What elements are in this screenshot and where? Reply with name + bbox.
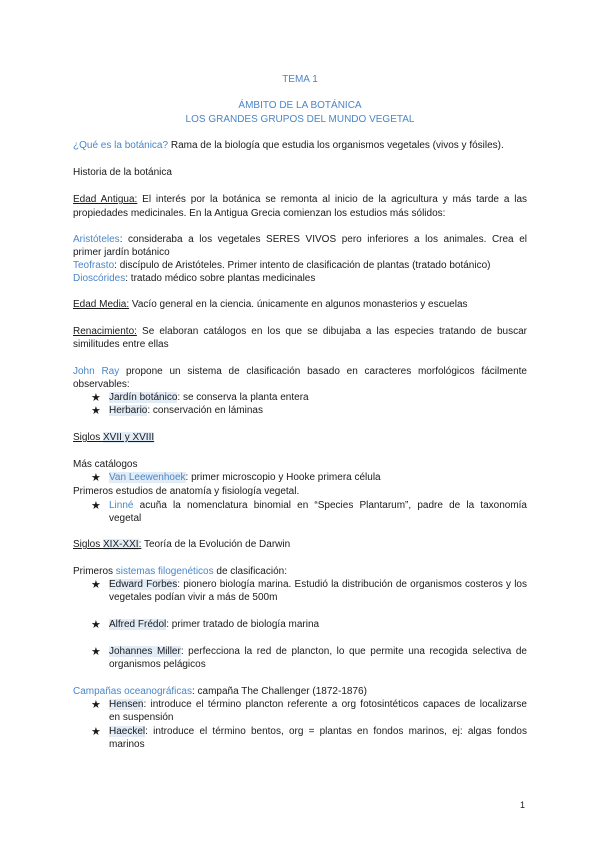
tema-label: TEMA 1 — [282, 74, 318, 85]
antigua-label: Edad Antigua: — [73, 194, 138, 205]
primeros-post: de clasificación: — [213, 566, 287, 577]
star-bullet-icon: ★ — [91, 699, 101, 711]
primeros-estudios: Primeros estudios de anatomía y fisiología vegetal. — [73, 486, 300, 497]
star-bullet-icon: ★ — [91, 726, 101, 738]
siglos-xvii-label-hl: XVII y XVIII — [103, 432, 155, 443]
bullet-term: Jardín botánico — [109, 392, 178, 403]
title-line-2: LOS GRANDES GRUPOS DEL MUNDO VEGETAL — [185, 114, 415, 125]
star-bullet-icon: ★ — [91, 405, 101, 417]
campanas-text: : campaña The Challenger (1872-1876) — [191, 686, 367, 697]
list-item — [109, 391, 527, 405]
haeckel-line-2: marinos — [109, 739, 145, 750]
miller-name: Johannes Miller — [109, 646, 181, 657]
sistemas-filogeneticos: sistemas filogenéticos — [115, 566, 214, 577]
siglos-xvii-heading — [73, 431, 527, 445]
renacimiento-line-2: similitudes entre ellas — [73, 339, 169, 350]
star-bullet-icon: ★ — [91, 619, 101, 631]
list-item — [109, 404, 527, 418]
renacimiento-text-1: Se elaboran catálogos en los que se dibujaba a las especies tratando de buscar — [136, 326, 527, 337]
bullet-text: : se conserva la planta entera — [177, 392, 309, 403]
siglos-xix-colon: : — [138, 539, 142, 550]
dioscorides-name: Dioscórides — [73, 273, 126, 284]
historia-heading: Historia de la botánica — [73, 167, 172, 178]
hensen-name: Hensen — [109, 699, 144, 710]
haeckel-name: Haeckel — [109, 726, 146, 737]
dioscorides-line — [73, 272, 527, 286]
aristoteles-text-1: : consideraba a los vegetales SERES VIVOS pero inferiores a los animales. Crea el — [119, 234, 527, 245]
aristoteles-line-1 — [73, 233, 527, 247]
antigua-line-1 — [73, 193, 527, 207]
title-line-1: ÁMBITO DE LA BOTÁNICA — [238, 100, 362, 111]
forbes-name: Edward Forbes — [109, 579, 178, 590]
star-bullet-icon: ★ — [91, 500, 101, 512]
renacimiento-label: Renacimiento: — [73, 326, 137, 337]
siglos-xix-text: Teoría de la Evolución de Darwin — [141, 539, 291, 550]
siglos-xvii-label: Siglos — [73, 432, 104, 443]
renacimiento-line-1 — [73, 325, 527, 339]
linne-line-2: vegetal — [109, 513, 142, 524]
page-number: 1 — [520, 800, 526, 810]
linne-text-1: acuña la nomenclatura binomial en “Species Plantarum”, padre de la taxonomía — [133, 500, 527, 511]
media-label: Edad Media: — [73, 299, 130, 310]
aristoteles-line-2: primer jardín botánico — [73, 247, 170, 258]
leeuwenhoek-text: : primer microscopio y Hooke primera célula — [185, 472, 381, 483]
bullet-term: Herbario — [109, 405, 148, 416]
forbes-text-1: : pionero biología marina. Estudió la distribución de organismos costeros y los — [177, 579, 527, 590]
campanas-line — [73, 685, 527, 699]
miller-text-1: : perfecciona la red de plancton, lo que permite una recogida selectiva de — [180, 646, 527, 657]
john-ray-name: John Ray — [73, 366, 120, 377]
antigua-text-1: El interés por la botánica se remonta al inicio de la agricultura y más tarde a las — [137, 194, 528, 205]
list-item — [109, 618, 527, 632]
teofrasto-text: : discípulo de Aristóteles. Primer intento de clasificación de plantas (tratado botánico) — [114, 260, 491, 271]
primeros-sistemas — [73, 565, 527, 579]
intro-question: ¿Qué es la botánica? — [73, 140, 169, 151]
antigua-line-2: propiedades medicinales. En la Antigua Grecia comienzan los estudios más sólidos: — [73, 208, 446, 219]
john-ray-text-1: propone un sistema de clasificación basado en caracteres morfológicos fácilmente — [119, 366, 527, 377]
campanas-label: Campañas oceanográficas — [73, 686, 192, 697]
john-ray-line-2: observables: — [73, 379, 130, 390]
leeuwenhoek-name: Van Leewenhoek — [109, 472, 186, 483]
fredol-text: : primer tratado de biología marina — [166, 619, 320, 630]
intro-paragraph — [73, 139, 527, 153]
list-item — [109, 698, 527, 712]
forbes-line-2: vegetales podían vivir a más de 500m — [109, 592, 278, 603]
bullet-text: : conservación en láminas — [147, 405, 263, 416]
star-bullet-icon: ★ — [91, 392, 101, 404]
siglos-xix-line — [73, 538, 527, 552]
linne-name: Linné — [109, 500, 134, 511]
dioscorides-text: : tratado médico sobre plantas medicinales — [125, 273, 316, 284]
list-item — [109, 471, 527, 485]
hensen-text-1: : introduce el término plancton referente a org fotosintéticos capaces de localizarse — [143, 699, 527, 710]
star-bullet-icon: ★ — [91, 579, 101, 591]
star-bullet-icon: ★ — [91, 472, 101, 484]
miller-line-2: organismos pelágicos — [109, 659, 206, 670]
list-item — [109, 645, 527, 659]
hensen-line-2: en suspensión — [109, 712, 174, 723]
teofrasto-line — [73, 259, 527, 273]
aristoteles-name: Aristóteles — [73, 234, 120, 245]
intro-answer: Rama de la biología que estudia los organismos vegetales (vivos y fósiles). — [168, 140, 504, 151]
siglos-xix-label-hl: XIX-XXI — [103, 539, 139, 550]
list-item — [109, 499, 527, 513]
list-item — [109, 725, 527, 739]
list-item — [109, 578, 527, 592]
media-text: Vacío general en la ciencia. únicamente en algunos monasterios y escuelas — [129, 299, 468, 310]
teofrasto-name: Teofrasto — [73, 260, 115, 271]
media-line — [73, 298, 527, 312]
fredol-name: Alfred Frédol — [109, 619, 167, 630]
haeckel-text-1: : introduce el término bentos, org = plantas en fondos marinos, ej: algas fondos — [145, 726, 527, 737]
mas-catalogos: Más catálogos — [73, 459, 138, 470]
star-bullet-icon: ★ — [91, 646, 101, 658]
primeros-pre: Primeros — [73, 566, 116, 577]
siglos-xix-label: Siglos — [73, 539, 104, 550]
john-ray-line-1 — [73, 365, 527, 379]
